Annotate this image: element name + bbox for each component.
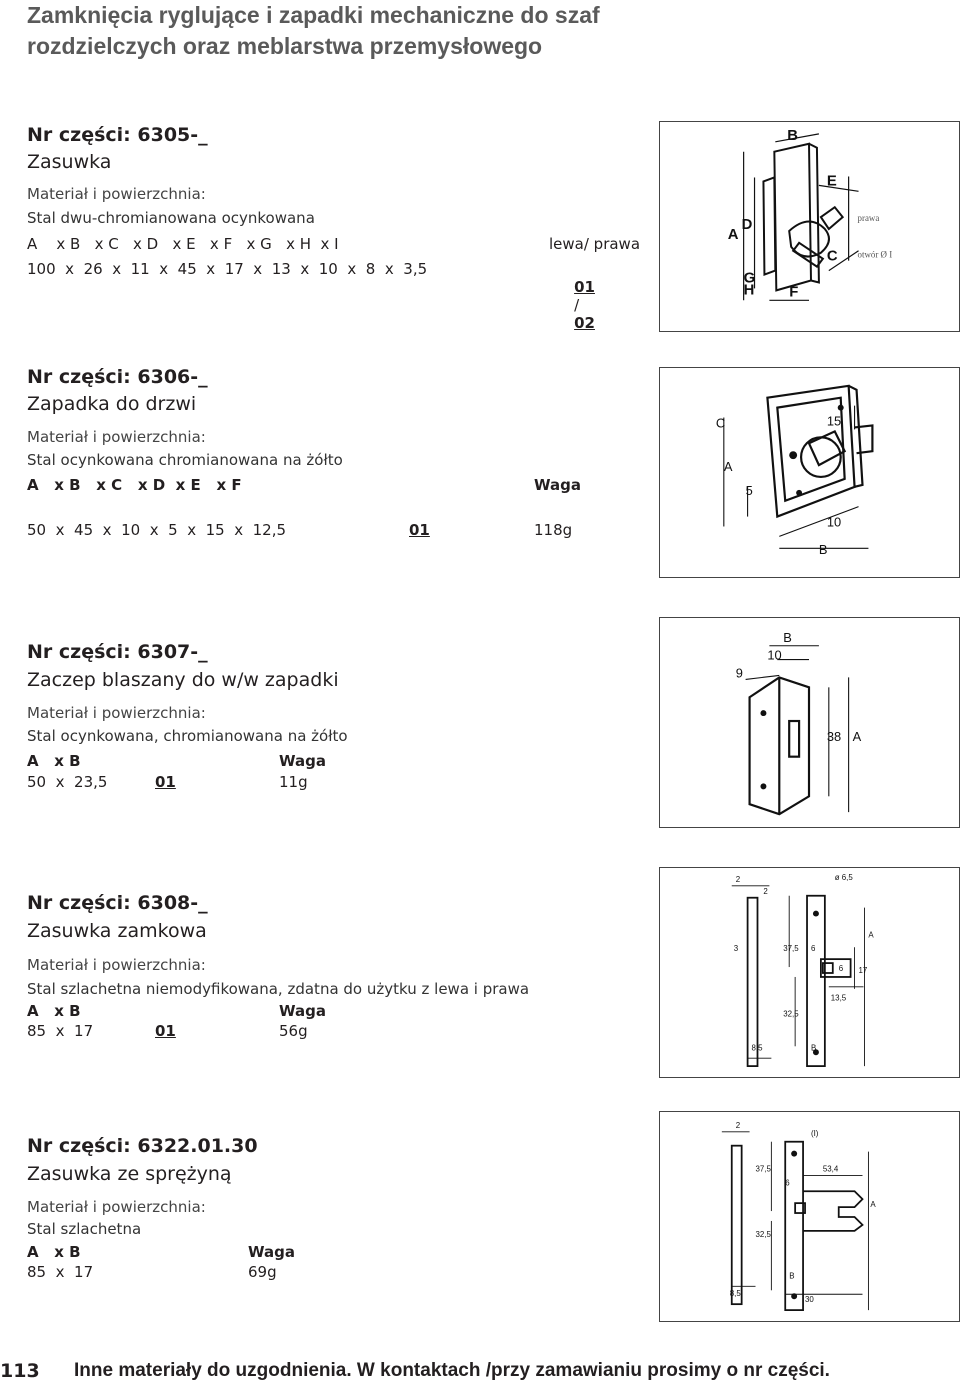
part-number: Nr części: 6306-_ [27, 366, 208, 388]
part-name: Zapadka do drzwi [27, 393, 197, 415]
figure-label-32-5: 32,5 [783, 1009, 799, 1019]
figure-label-10: 10 [826, 514, 842, 530]
material-value: Stal ocynkowana, chromianowana na żółto [27, 727, 348, 745]
code-left: 01 [574, 278, 595, 296]
material-value: Stal dwu-chromianowana ocynkowana [27, 209, 315, 227]
side-header: lewa/ prawa [549, 235, 641, 253]
figure-label-f: F [789, 284, 799, 301]
weight-value: 118g [534, 521, 573, 539]
figure-label-a: A [852, 728, 862, 744]
page-title-line-2: rozdzielczych oraz meblarstwa przemysłowego [27, 33, 543, 59]
figure-label-hole: ø 6,5 [834, 872, 853, 882]
dimensions-header: A x B x C x D x E x F [27, 476, 242, 494]
dimensions-values: 50 x 23,5 [27, 773, 108, 791]
part-name: Zasuwka ze sprężyną [27, 1163, 232, 1185]
weight-label: Waga [248, 1243, 295, 1261]
figure-label-6a: 6 [810, 944, 816, 954]
figure-label-8-5: 8,5 [729, 1289, 741, 1299]
dimensions-values: 85 x 17 [27, 1022, 94, 1040]
product-figure-6307 [659, 617, 960, 828]
part-number: Nr części: 6305-_ [27, 124, 208, 146]
material-value: Stal szlachetna [27, 1220, 142, 1238]
part-name: Zasuwka [27, 151, 112, 173]
figure-label-32-5: 32,5 [755, 1229, 771, 1239]
weight-value: 69g [248, 1263, 277, 1281]
figure-label-2: 2 [735, 1120, 741, 1130]
figure-label-6b: 6 [838, 964, 844, 974]
figure-label-37-5: 37,5 [755, 1164, 771, 1174]
product-figure-6305 [659, 121, 960, 332]
page-title [27, 0, 667, 62]
figure-label-b: B [810, 1043, 817, 1053]
material-label: Materiał i powierzchnia: [27, 1198, 206, 1216]
footer-note: Inne materiały do uzgodnienia. W kontaktach /przy zamawianiu prosimy o nr części. [74, 1360, 830, 1381]
material-label: Materiał i powierzchnia: [27, 428, 206, 446]
material-label: Materiał i powierzchnia: [27, 185, 206, 203]
figure-label-g: G [743, 270, 756, 287]
figure-label-15: 15 [826, 413, 842, 429]
dimensions-values: 85 x 17 [27, 1263, 94, 1281]
page-title-line-1: Zamknięcia ryglujące i zapadki mechaniczne do szaf [27, 2, 600, 28]
variant-code: 01 [155, 773, 176, 791]
variant-codes [555, 260, 595, 350]
dimensions-values: 50 x 45 x 10 x 5 x 15 x 12,5 [27, 521, 287, 539]
dimensions-header: A x B [27, 1002, 81, 1020]
latch-drawing [660, 122, 959, 331]
product-figure-6306 [659, 367, 960, 578]
weight-value: 56g [279, 1022, 308, 1040]
figure-label-b: B [783, 629, 792, 645]
figure-label-8-5: 8,5 [751, 1043, 763, 1053]
door-latch-drawing [660, 368, 959, 577]
weight-value: 11g [279, 773, 308, 791]
figure-label-53-4: 53,4 [822, 1164, 839, 1174]
part-number: Nr części: 6308-_ [27, 892, 208, 914]
code-separator: / [574, 296, 580, 314]
figure-label-b: B [789, 1271, 795, 1281]
variant-code: 01 [155, 1022, 176, 1040]
figure-hole-text: otwór Ø I [857, 249, 893, 260]
figure-label-5: 5 [745, 482, 753, 498]
figure-label-a: A [868, 930, 874, 940]
figure-label-3: 3 [733, 944, 739, 954]
dimensions-header: A x B x C x D x E x F x G x H x I [27, 235, 339, 253]
weight-label: Waga [279, 1002, 326, 1020]
figure-label-c: C [826, 248, 838, 265]
strike-plate-drawing [660, 618, 959, 827]
dimensions-header: A x B [27, 1243, 81, 1261]
figure-label-9: 9 [735, 665, 743, 681]
part-name: Zasuwka zamkowa [27, 920, 207, 942]
figure-label-38: 38 [826, 728, 842, 744]
material-value: Stal szlachetna niemodyfikowana, zdatna do użytku z lewa i prawa [27, 980, 530, 998]
figure-label-d: D [741, 216, 753, 233]
figure-label-6: 6 [785, 1178, 790, 1188]
part-name: Zaczep blaszany do w/w zapadki [27, 669, 339, 691]
figure-label-a: A [723, 459, 733, 475]
figure-label-2b: 2 [763, 886, 768, 896]
product-figure-6308 [659, 867, 960, 1078]
page-number: 113 [0, 1360, 40, 1382]
figure-label-b: B [818, 542, 828, 558]
bolt-lock-drawing [660, 868, 959, 1077]
figure-label-2a: 2 [735, 874, 741, 884]
figure-label-h: H [743, 282, 755, 299]
variant-code: 01 [409, 521, 430, 539]
weight-label: Waga [279, 752, 326, 770]
weight-label: Waga [534, 476, 581, 494]
figure-label-37-5: 37,5 [783, 944, 799, 954]
material-value: Stal ocynkowana chromianowana na żółto [27, 451, 343, 469]
figure-side-text: prawa [857, 213, 880, 224]
spring-bolt-drawing [660, 1112, 959, 1321]
part-number: Nr części: 6322.01.30 [27, 1135, 258, 1157]
part-number: Nr części: 6307-_ [27, 641, 208, 663]
product-figure-6322 [659, 1111, 960, 1322]
figure-label-b: B [787, 127, 798, 144]
code-right: 02 [574, 314, 595, 332]
figure-label-17: 17 [858, 965, 868, 975]
material-label: Materiał i powierzchnia: [27, 956, 206, 974]
figure-label-13-5: 13,5 [830, 993, 847, 1003]
figure-label-30: 30 [805, 1295, 814, 1305]
dimensions-values: 100 x 26 x 11 x 45 x 17 x 13 x 10 x 8 x 3,5 [27, 260, 428, 278]
material-label: Materiał i powierzchnia: [27, 704, 206, 722]
figure-label-e: E [826, 173, 837, 190]
figure-label-c: C [715, 415, 726, 431]
dimensions-header: A x B [27, 752, 81, 770]
figure-label-10: 10 [767, 647, 782, 663]
figure-label-i: (I) [810, 1128, 819, 1138]
figure-label-a: A [727, 226, 739, 243]
figure-label-a: A [870, 1200, 876, 1210]
